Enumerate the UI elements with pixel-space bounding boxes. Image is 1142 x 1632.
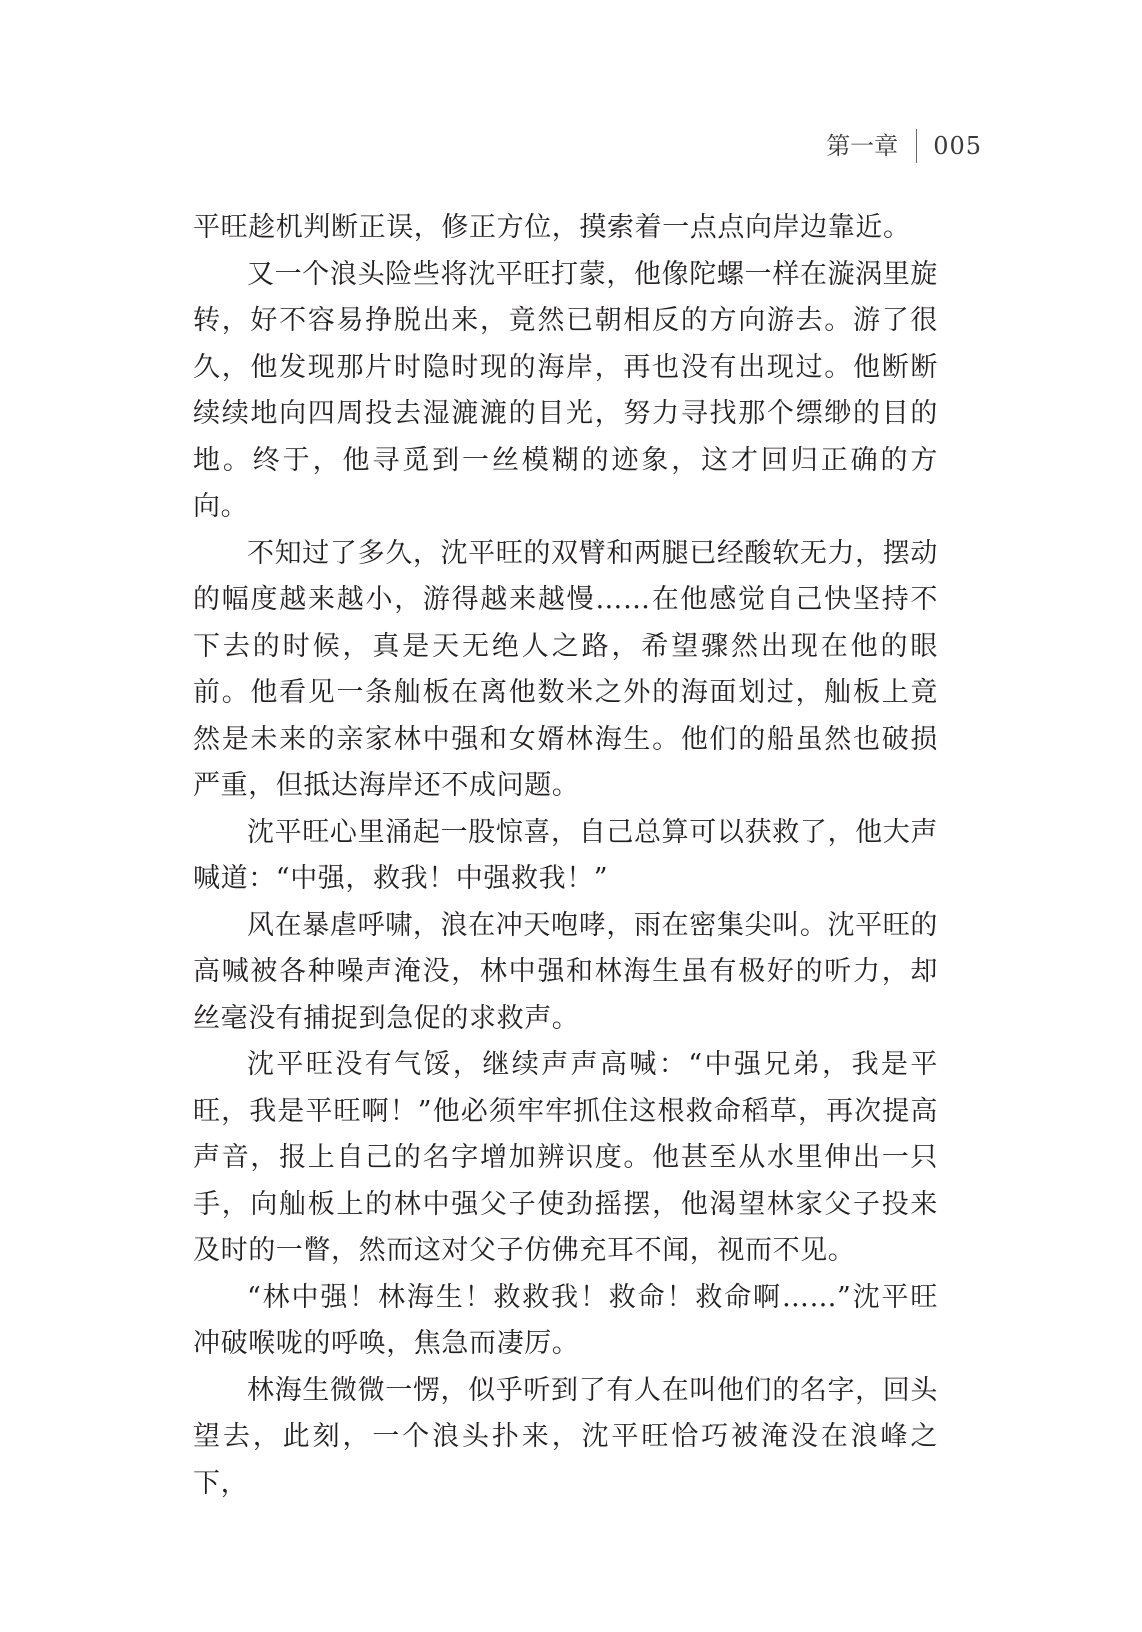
chapter-title: 第一章 (826, 132, 899, 160)
page-number: 005 (933, 132, 982, 160)
paragraph: 沈平旺没有气馁，继续声声高喊：“中强兄弟，我是平旺，我是平旺啊！”他必须牢牢抓住这根救命稻草，再次提高声音，报上自己的名字增加辨识度。他甚至从水里伸出一只手，向舢板上的林中强父子使劲摇摆，他渴望林家父子投来及时的一瞥，然而这对父子仿佛充耳不闻，视而不见。 (193, 1049, 938, 1266)
paragraph: 不知过了多久，沈平旺的双臂和两腿已经酸软无力，摆动的幅度越来越小，游得越来越慢……在他感觉自己快坚持不下去的时候，真是天无绝人之路，希望骤然出现在他的眼前。他看见一条舢板在离他数米之外的海面划过，舢板上竟然是未来的亲家林中强和女婿林海生。他们的船虽然也破损严重，但抵达海岸还不成问题。 (193, 537, 938, 801)
paragraph: 沈平旺心里涌起一股惊喜，自己总算可以获救了，他大声喊道：“中强，救我！中强救我！” (193, 816, 938, 894)
body-text (193, 205, 938, 1507)
paragraph: 风在暴虐呼啸，浪在冲天咆哮，雨在密集尖叫。沈平旺的高喊被各种噪声淹没，林中强和林海生虽有极好的听力，却丝毫没有捕捉到急促的求救声。 (193, 909, 938, 1034)
running-header (826, 128, 982, 164)
header-divider (916, 129, 917, 163)
paragraph: 平旺趁机判断正误，修正方位，摸索着一点点向岸边靠近。 (193, 212, 911, 243)
paragraph: “林中强！林海生！救救我！救命！救命啊……”沈平旺冲破喉咙的呼唤，焦急而凄厉。 (193, 1281, 938, 1359)
paragraph: 林海生微微一愣，似乎听到了有人在叫他们的名字，回头望去，此刻，一个浪头扑来，沈平旺恰巧被淹没在浪峰之下， (193, 1374, 938, 1499)
paragraph: 又一个浪头险些将沈平旺打蒙，他像陀螺一样在漩涡里旋转，好不容易挣脱出来，竟然已朝相反的方向游去。游了很久，他发现那片时隐时现的海岸，再也没有出现过。他断断续续地向四周投去湿漉漉的目光，努力寻找那个缥缈的目的地。终于，他寻觅到一丝模糊的迹象，这才回归正确的方向。 (193, 258, 938, 522)
